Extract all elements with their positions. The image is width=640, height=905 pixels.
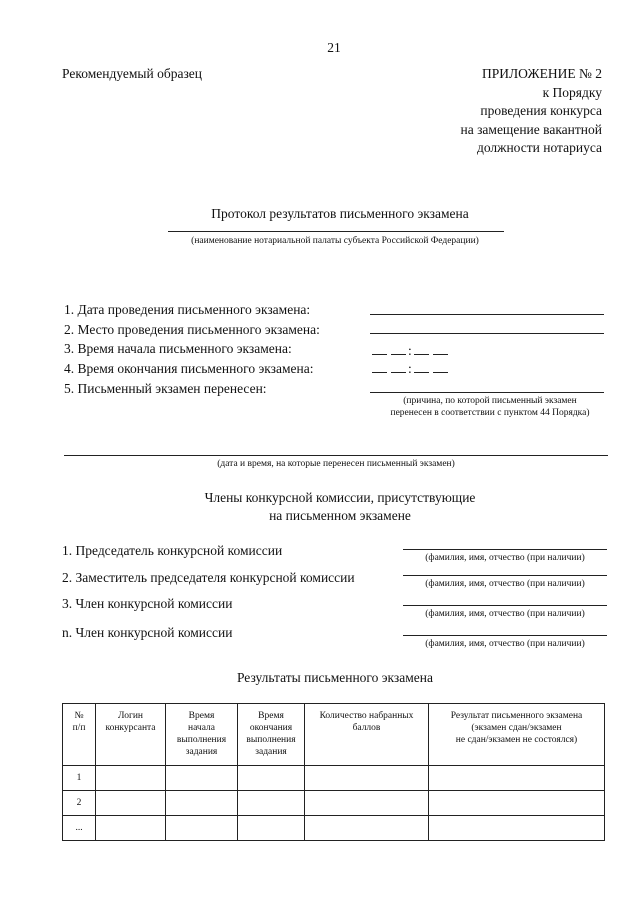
members-heading-line: Члены конкурсной комиссии, присутствующие — [204, 490, 476, 505]
fio-caption: (фамилия, имя, отчество (при наличии) — [425, 553, 585, 563]
appendix-line: ПРИЛОЖЕНИЕ № 2 — [481, 66, 602, 81]
member-chairman: 1. Председатель конкурсной комиссии — [62, 543, 283, 558]
table-row — [63, 816, 605, 841]
row-number-cell: 2 — [63, 791, 96, 816]
fio-caption: (фамилия, имя, отчество (при наличии) — [425, 639, 585, 649]
points-cell[interactable] — [305, 791, 429, 816]
row-number-cell: 1 — [63, 766, 96, 791]
login-cell[interactable] — [96, 766, 166, 791]
table-row — [63, 766, 605, 791]
postponed-datetime-field[interactable] — [64, 455, 608, 456]
result-cell[interactable] — [429, 816, 605, 841]
chamber-caption: (наименование нотариальной палаты субъекта Российской Федерации) — [191, 236, 479, 246]
points-cell[interactable] — [305, 766, 429, 791]
start-time-cell[interactable] — [166, 791, 238, 816]
row-number-cell: ... — [63, 816, 96, 841]
table-row — [63, 791, 605, 816]
end-time-cell[interactable] — [238, 791, 305, 816]
appendix-line: на замещение вакантной — [460, 121, 602, 137]
results-heading: Результаты письменного экзамена — [236, 670, 434, 685]
start-time-cell[interactable] — [166, 766, 238, 791]
member-n-fio-field[interactable] — [403, 635, 607, 636]
exam-place-field[interactable] — [370, 333, 604, 334]
end-time-cell[interactable] — [238, 766, 305, 791]
col-end-time-header: Время окончания выполнения задания — [238, 704, 305, 766]
points-cell[interactable] — [305, 816, 429, 841]
members-heading — [120, 489, 560, 525]
protocol-title: Протокол результатов письменного экзамена — [211, 206, 469, 221]
login-cell[interactable] — [96, 791, 166, 816]
item-exam-place: 2. Место проведения письменного экзамена: — [64, 321, 320, 337]
col-result-header: Результат письменного экзамена (экзамен сдан/экзамен не сдан/экзамен не состоялся) — [429, 704, 605, 766]
postponed-reason-field[interactable] — [370, 392, 604, 393]
exam-date-field[interactable] — [370, 314, 604, 315]
recommended-sample-label: Рекомендуемый образец — [62, 66, 203, 81]
item-exam-date: 1. Дата проведения письменного экзамена: — [64, 302, 311, 317]
col-points-header: Количество набранных баллов — [305, 704, 429, 766]
chamber-name-line[interactable] — [168, 231, 504, 232]
reason-caption-line: (причина, по которой письменный экзамен — [403, 396, 577, 406]
chairman-fio-field[interactable] — [403, 549, 607, 550]
reason-caption-line: перенесен в соответствии с пунктом 44 Порядка) — [390, 408, 590, 418]
appendix-block — [460, 65, 602, 158]
fio-caption: (фамилия, имя, отчество (при наличии) — [425, 579, 585, 589]
col-login-header: Логин конкурсанта — [96, 704, 166, 766]
member-n: n. Член конкурсной комиссии — [62, 625, 233, 640]
member-deputy: 2. Заместитель председателя конкурсной комиссии — [62, 570, 355, 585]
item-exam-end: 4. Время окончания письменного экзамена: — [64, 361, 314, 377]
fio-caption: (фамилия, имя, отчество (при наличии) — [425, 609, 585, 619]
col-number-header: № п/п — [63, 704, 96, 766]
item-exam-start: 3. Время начала письменного экзамена: — [64, 341, 292, 357]
time-colon: : — [408, 343, 412, 358]
results-table — [62, 703, 605, 841]
start-time-cell[interactable] — [166, 816, 238, 841]
members-heading-line: на письменном экзамене — [269, 508, 411, 523]
appendix-line: к Порядку — [542, 84, 602, 100]
end-time-cell[interactable] — [238, 816, 305, 841]
table-header-row — [63, 704, 605, 766]
start-time-field[interactable] — [370, 343, 450, 359]
member-3-fio-field[interactable] — [403, 605, 607, 606]
time-colon: : — [408, 361, 412, 376]
item-exam-postponed: 5. Письменный экзамен перенесен: — [64, 380, 267, 396]
col-start-time-header: Время начала выполнения задания — [166, 704, 238, 766]
postponed-caption: (дата и время, на которые перенесен письменный экзамен) — [217, 459, 455, 469]
exam-details-list — [64, 300, 320, 399]
reason-caption — [365, 395, 615, 419]
appendix-line: проведения конкурса — [480, 103, 602, 118]
end-time-field[interactable] — [370, 361, 450, 377]
result-cell[interactable] — [429, 766, 605, 791]
appendix-line: должности нотариуса — [476, 140, 602, 155]
login-cell[interactable] — [96, 816, 166, 841]
deputy-fio-field[interactable] — [403, 575, 607, 576]
member-3: 3. Член конкурсной комиссии — [62, 596, 233, 611]
page-number: 21 — [327, 40, 341, 55]
result-cell[interactable] — [429, 791, 605, 816]
